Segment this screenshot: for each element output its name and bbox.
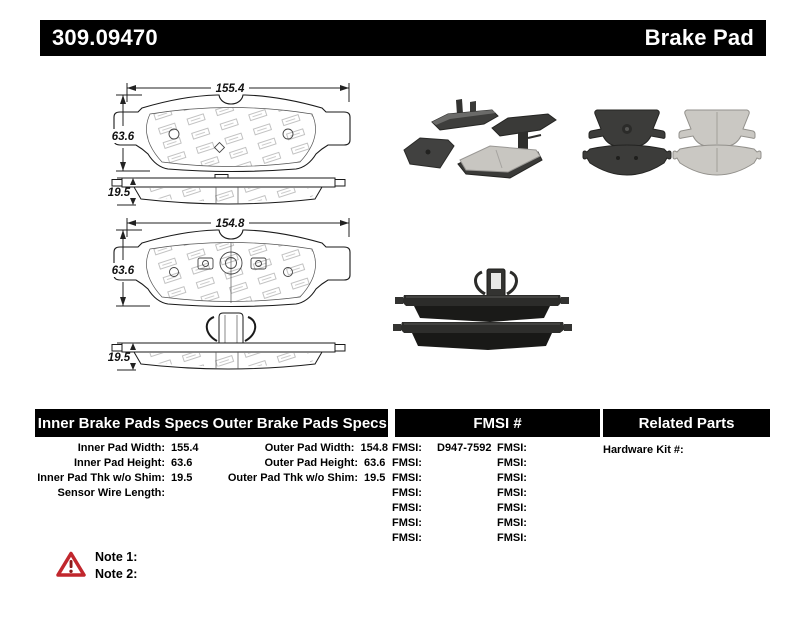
spec-label: Sensor Wire Length: <box>57 487 165 499</box>
fmsi-label: FMSI: <box>497 517 527 529</box>
spec-row <box>212 471 388 486</box>
fmsi-value <box>536 531 542 546</box>
inner-pad-side-view <box>112 175 345 205</box>
spec-value: 154.8 <box>360 442 388 454</box>
fmsi-label: FMSI: <box>497 532 527 544</box>
fmsi-row <box>392 516 494 531</box>
spec-value: 155.4 <box>171 442 199 454</box>
fmsi-row <box>497 456 599 471</box>
fmsi-value: D947-7592 <box>437 442 492 454</box>
outer-height-label: 63.6 <box>111 265 135 277</box>
spec-value: 19.5 <box>364 472 386 484</box>
note-text <box>137 549 143 566</box>
fmsi-value <box>536 456 542 471</box>
inner-specs-column <box>35 441 211 501</box>
fmsi-label: FMSI: <box>392 472 422 484</box>
fmsi-value <box>431 531 437 546</box>
related-parts-column <box>603 443 770 458</box>
spec-row <box>212 456 388 471</box>
fmsi-value <box>431 501 437 516</box>
related-value <box>684 443 690 458</box>
technical-drawings <box>40 60 380 390</box>
fmsi-row <box>497 516 599 531</box>
fmsi-row <box>497 441 599 456</box>
related-parts-header: Related Parts <box>638 414 735 432</box>
title-bar <box>40 20 766 56</box>
fmsi-row <box>497 486 599 501</box>
warning-triangle-icon <box>56 551 86 578</box>
fmsi-row <box>497 501 599 516</box>
fmsi-row <box>392 486 494 501</box>
outer-pad-front-view <box>111 230 350 307</box>
spec-row <box>35 441 211 456</box>
fmsi-value <box>536 486 542 501</box>
fmsi-column-1 <box>392 441 494 546</box>
related-label: Hardware Kit #: <box>603 444 684 456</box>
part-number: 309.09470 <box>52 25 158 50</box>
fmsi-row <box>392 501 494 516</box>
fmsi-value <box>536 441 542 456</box>
fmsi-row <box>392 471 494 486</box>
fmsi-row <box>497 471 599 486</box>
outer-specs-column <box>212 441 388 486</box>
spec-label: Outer Pad Height: <box>264 457 358 469</box>
fmsi-value <box>536 516 542 531</box>
photo-pads-perspective <box>404 99 556 178</box>
spec-value: 19.5 <box>171 472 193 484</box>
fmsi-value <box>431 486 437 501</box>
fmsi-row <box>392 531 494 546</box>
specs-header-bar <box>35 409 388 437</box>
fmsi-label: FMSI: <box>497 487 527 499</box>
fmsi-label: FMSI: <box>497 472 527 484</box>
spec-label: Inner Pad Thk w/o Shim: <box>37 472 165 484</box>
spec-value <box>165 486 171 501</box>
fmsi-label: FMSI: <box>392 502 422 514</box>
note-row <box>95 549 143 566</box>
spec-label: Outer Pad Width: <box>264 442 355 454</box>
fmsi-row <box>392 456 494 471</box>
photo-pads-edge-view <box>393 269 572 350</box>
fmsi-column-2 <box>497 441 599 546</box>
note-label: Note 2: <box>95 567 138 581</box>
spec-label: Inner Pad Height: <box>73 457 165 469</box>
fmsi-value <box>431 456 437 471</box>
fmsi-label: FMSI: <box>392 532 422 544</box>
note-label: Note 1: <box>95 550 138 564</box>
related-parts-header-bar <box>603 409 770 437</box>
inner-thickness-label: 19.5 <box>107 187 131 199</box>
outer-width-label: 154.8 <box>215 218 245 230</box>
fmsi-header-bar <box>395 409 600 437</box>
spec-row <box>35 471 211 486</box>
inner-specs-header: Inner Brake Pads Specs <box>37 414 209 432</box>
inner-height-label: 63.6 <box>111 131 135 143</box>
outer-specs-header: Outer Brake Pads Specs <box>212 414 387 432</box>
inner-width-dimension <box>127 83 349 102</box>
fmsi-label: FMSI: <box>392 517 422 529</box>
fmsi-value <box>536 501 542 516</box>
fmsi-value <box>431 516 437 531</box>
spec-value: 63.6 <box>364 457 386 469</box>
fmsi-label: FMSI: <box>497 457 527 469</box>
fmsi-row <box>392 441 494 456</box>
fmsi-label: FMSI: <box>392 457 422 469</box>
fmsi-label: FMSI: <box>497 442 527 454</box>
spec-label: Inner Pad Width: <box>77 442 165 454</box>
spec-value: 63.6 <box>171 457 193 469</box>
fmsi-label: FMSI: <box>392 487 422 499</box>
fmsi-value <box>431 471 437 486</box>
product-title: Brake Pad <box>644 25 754 50</box>
fmsi-label: FMSI: <box>497 502 527 514</box>
fmsi-label: FMSI: <box>392 442 422 454</box>
fmsi-row <box>497 531 599 546</box>
outer-pad-side-view <box>112 313 345 369</box>
spec-label: Outer Pad Thk w/o Shim: <box>227 472 358 484</box>
photo-pads-flat <box>583 110 761 175</box>
fmsi-header: FMSI # <box>473 414 522 432</box>
outer-thickness-label: 19.5 <box>107 352 131 364</box>
note-row <box>95 566 143 583</box>
related-row <box>603 443 770 458</box>
inner-pad-front-view <box>111 95 350 172</box>
product-photos <box>390 80 775 370</box>
note-text <box>137 566 143 583</box>
spec-row <box>212 441 388 456</box>
notes-section <box>95 549 143 583</box>
spec-row <box>35 456 211 471</box>
inner-width-label: 155.4 <box>215 83 245 95</box>
outer-width-dimension <box>127 218 349 237</box>
fmsi-value <box>536 471 542 486</box>
spec-row <box>35 486 211 501</box>
